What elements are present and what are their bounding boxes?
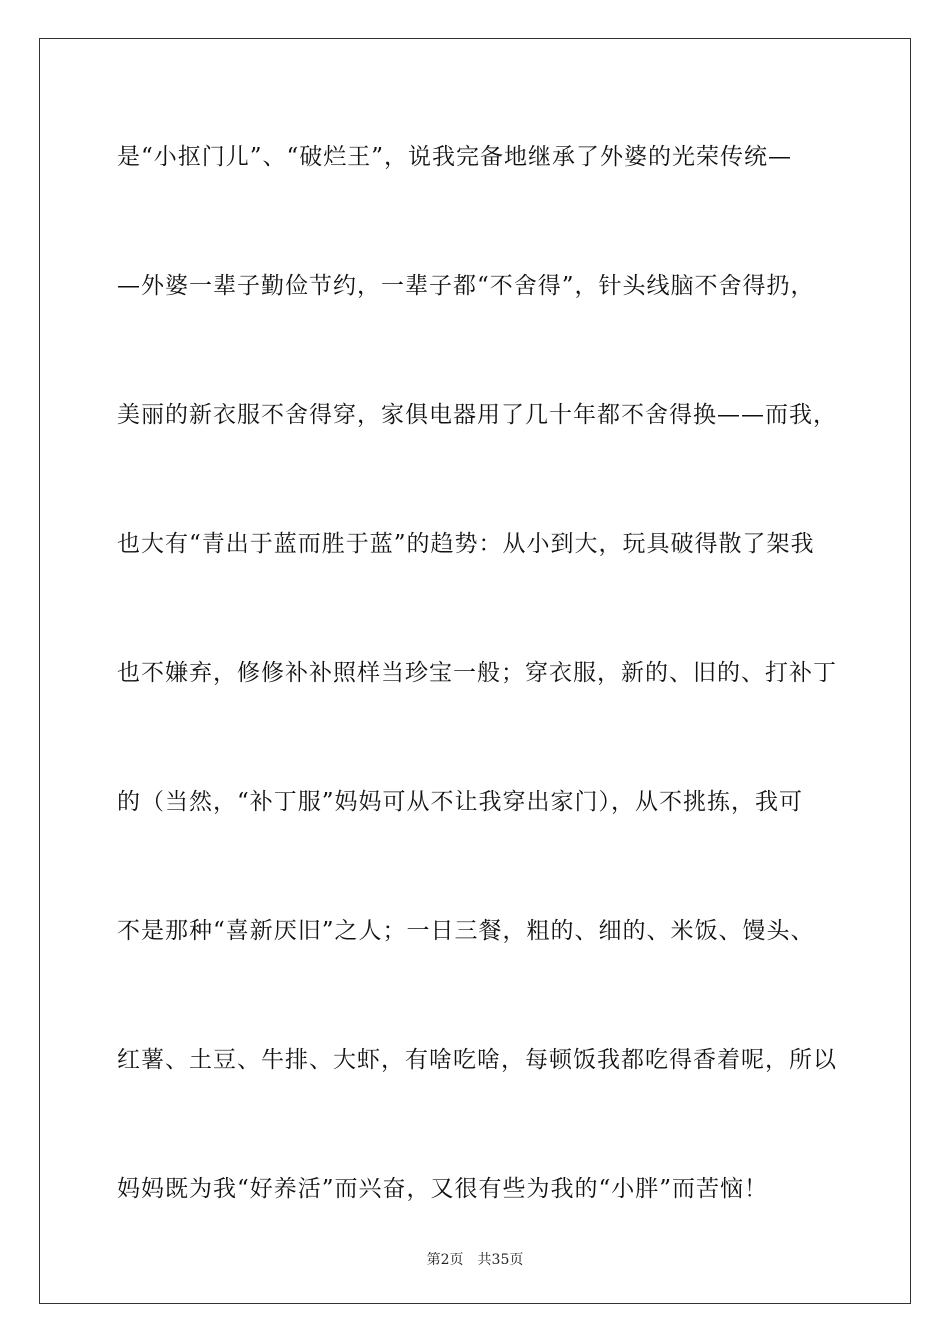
text-line-3: 美丽的新衣服不舍得穿，家俱电器用了几十年都不舍得换——而我， — [117, 402, 837, 428]
text-line-2: —外婆一辈子勤俭节约，一辈子都“不舍得”，针头线脑不舍得扔， — [117, 273, 815, 299]
page-number-current: 第2页 — [426, 1252, 464, 1268]
document-body — [117, 126, 837, 1287]
text-line-8: 红薯、土豆、牛排、大虾，有啥吃啥，每顿饭我都吃得香着呢，所以 — [117, 1047, 837, 1073]
text-line-4: 也大有“青出于蓝而胜于蓝”的趋势：从小到大，玩具破得散了架我 — [117, 531, 815, 557]
text-line-9: 妈妈既为我“好养活”而兴奋，又很有些为我的“小胖”而苦恼！ — [117, 1176, 769, 1202]
text-line-5: 也不嫌弃，修修补补照样当珍宝一般；穿衣服，新的、旧的、打补丁 — [117, 660, 837, 686]
page-footer — [0, 1249, 950, 1269]
text-line-1: 是“小抠门儿”、“破烂王”，说我完备地继承了外婆的光荣传统— — [117, 144, 793, 170]
text-line-6: 的（当然，“补丁服”妈妈可从不让我穿出家门），从不挑拣，我可 — [117, 789, 804, 815]
text-line-7: 不是那种“喜新厌旧”之人；一日三餐，粗的、细的、米饭、馒头、 — [117, 918, 815, 944]
page-number-total: 共35页 — [477, 1252, 524, 1268]
